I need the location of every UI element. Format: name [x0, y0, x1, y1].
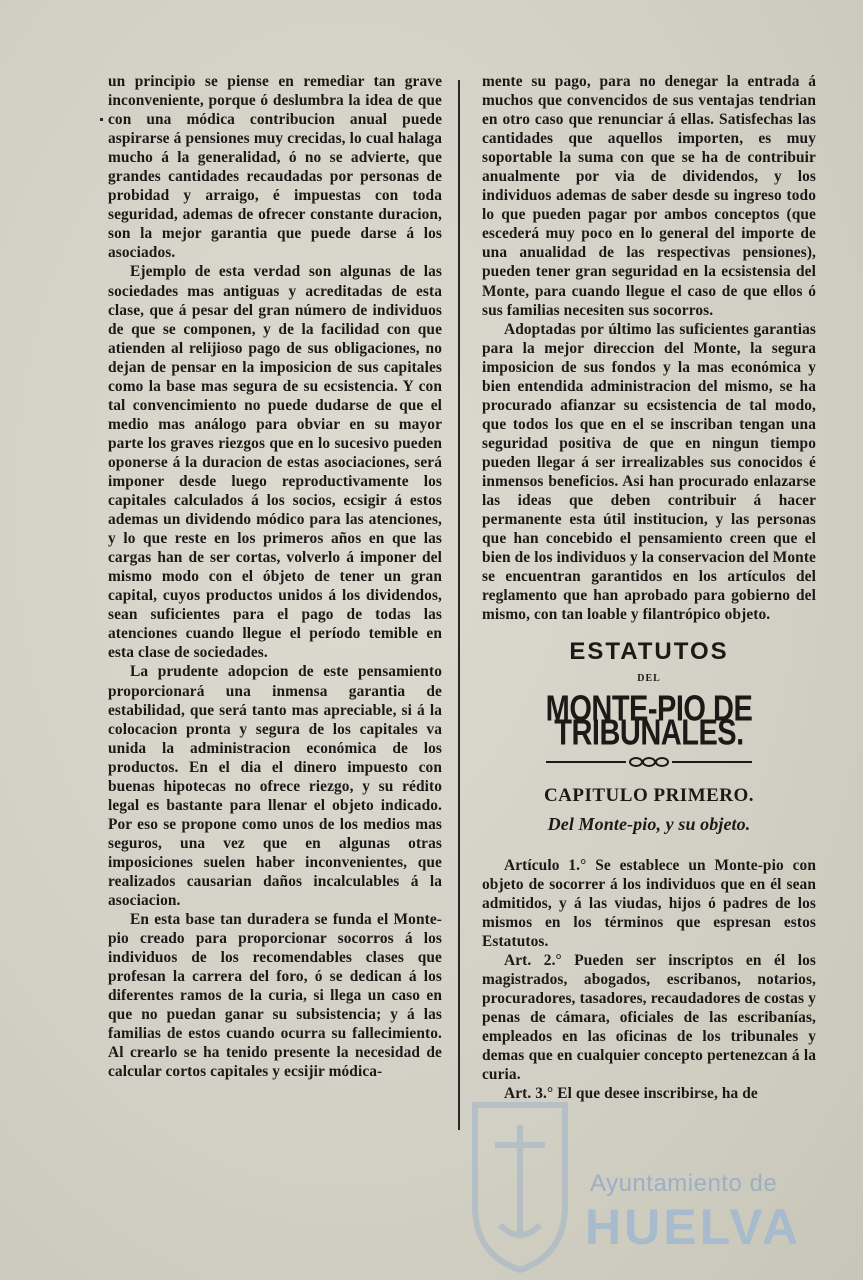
- watermark-logo-text: HUELVA: [585, 1199, 802, 1255]
- article-text: El que desee inscribirse, ha de: [557, 1085, 758, 1103]
- article: [482, 951, 816, 1084]
- right-column: [482, 72, 816, 1103]
- paragraph: un principio se piense en remediar tan grave inconveniente, porque ó deslumbra la idea de que con una módica contribucion anual puede aspirarse á pensiones muy crecidas, lo cual halaga mucho á la generalidad, ó no se advierte, que grandes cantidades recaudadas por personas de probidad y arraigo, é impuestas con toda seguridad, ademas de ofrecer constante duracion, son la mejor garantia que puede darse á los asociados.: [108, 73, 442, 262]
- paragraph: Adoptadas por último las suficientes garantias para la mejor direccion del Monte, la segura imposicion de sus fondos y la mas económica y bien entendida administracion del mismo, se ha procurado afianzar su ecsistencia de tal modo, que todos los que en el se inscriban tengan una seguridad positiva de que en ningun tiempo pueden llegar á ser irrealizables sus conocidos é inmensos beneficios. Asi han procurado enlazarse las ideas que deben contribuir á hacer permanente esta útil institucion, y las personas que han concebido el pensamiento creen que el bien de los individuos y la conservacion del Monte se encuentran garantidos en los artículos del reglamento que han aprobado para gobierno del mismo, con tan loable y filantrópico objeto.: [482, 320, 816, 624]
- chapter-subtitle: Del Monte-pio, y su objeto.: [547, 813, 751, 834]
- ornament-divider-icon: [544, 755, 754, 769]
- articles: [482, 856, 816, 1104]
- article-label: Art. 3.°: [504, 1085, 554, 1103]
- estatutos-title: ESTATUTOS: [569, 638, 729, 666]
- article-text: Se establece un Monte-pio con objeto de socorrer á los individuos que en él sean admitidos, y á las viudas, hijos ó padres de los mismos en los términos que espresan estos Estatutos.: [482, 856, 816, 950]
- column-divider: [458, 80, 460, 1130]
- article-text: Pueden ser inscriptos en él los magistrados, abogados, escribanos, notarios, procuradores, tasadores, recaudadores de costas y penas de cámara, oficiales de las escribanías, empleados en las oficinas de los tribunales y demas que en cualquier concepto pertenezcan á la curia.: [482, 951, 817, 1084]
- monte-pio-title: MONTE-PIO DE TRIBUNALES.: [545, 689, 753, 754]
- chapter-title: CAPITULO PRIMERO.: [543, 784, 755, 806]
- ink-speck: [100, 118, 103, 121]
- paragraph: mente su pago, para no denegar la entrada á muchos que convencidos de sus ventajas tendrian en otro caso que renunciar á ellas. Satisfechas las cantidades que aquellos importen, es muy soportable la suma con que se ha de contribuir anualmente por via de dividendos, y los individuos ademas de saber desde su ingreso todo lo que pueden pagar por ambos conceptos (que escederá muy poco en lo general del importe de una anualidad de las respectivas pensiones), pueden tener gran seguridad en la ecsistensia del Monte, para cuando llegue el caso de que ellos ó sus familias necesiten sus socorros.: [482, 73, 816, 319]
- statutes-heading: [482, 638, 816, 834]
- paragraph: Ejemplo de esta verdad son algunas de las sociedades mas antiguas y acreditadas de esta clase, que á pesar del gran número de individuos de que se componen, y de la facilidad con que atienden al relijioso pago de sus obligaciones, no dejan de pensar en la imposicion de sus capitales como la base mas segura de su ecsistencia. Y con tal convencimiento no puede dudarse de que el medio mas análogo para obviar en su mayor parte los graves riezgos que en lo sucesivo pueden oponerse á la duracion de estas asociaciones, será imponer desde luego reproductivamente los capitales calculados á los socios, ecsigir á estos ademas un dividendo módico para las atenciones, y lo que reste en los primeros años en que las cargas han de ser cortas, volverlo á imponer del mismo modo con el óbjeto de tener un gran capital, cuyos productos unidos á los dividendos, sean suficientes para el pago de todas las atenciones cuando llegue el período temible en esta clase de sociedades.: [108, 263, 442, 662]
- paragraph: La prudente adopcion de este pensamiento proporcionará una inmensa garantia de estabilidad, que será tanto mas apreciable, si á la colocacion pronta y segura de los capitales va unida la administracion económica de los productos. En el dia el dinero impuesto con buenas hipotecas no ofrece riezgo, y su rédito legal es bastante para llenar el objeto indicado. Por eso se propone como unos de los medios mas seguros, una vez que en algunas otras imposiciones suelen haber inconvenientes, que realizados causarian daños incalculables á la asociacion.: [108, 663, 442, 910]
- paragraph: En esta base tan duradera se funda el Monte-pio creado para proporcionar socorros á los individuos de los recomendables clases que profesan la carrera del foro, ó se dedican á los diferentes ramos de la curia, si llega un caso en que no puedan ganar su subsistencia; y á las familias de estos cuando ocurra su fallecimiento. Al crearlo se ha tenido presente la necesidad de calcular cortos capitales y ecsijir módica-: [108, 911, 442, 1081]
- watermark-text: Ayuntamiento de: [590, 1170, 778, 1197]
- left-column: [108, 72, 442, 1081]
- article: [482, 856, 816, 951]
- article-label: Art. 2.°: [504, 951, 562, 969]
- article-label: Artículo 1.°: [504, 856, 587, 874]
- del-label: DEL: [637, 673, 661, 685]
